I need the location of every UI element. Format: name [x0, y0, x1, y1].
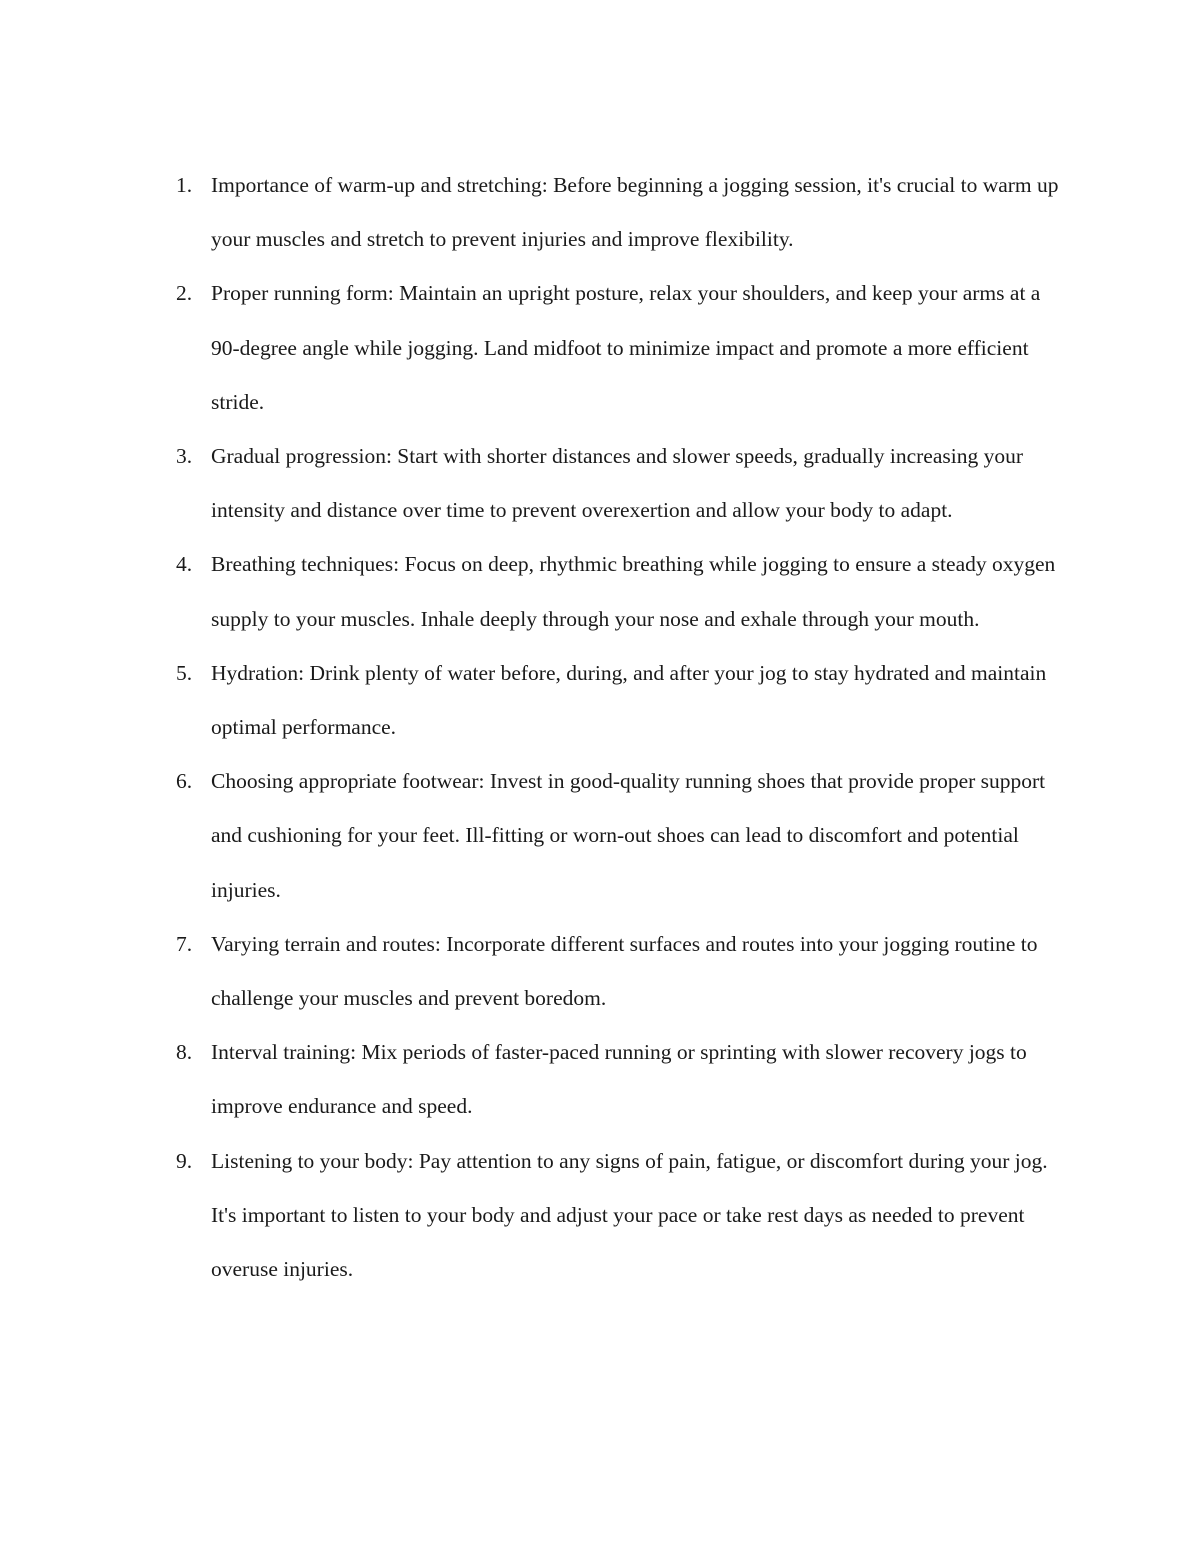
list-item-text: Importance of warm-up and stretching: Before beginning a jogging session, it's crucial to warm up your muscles and stretch to prevent injuries and improve flexibility.	[211, 173, 1059, 252]
list-item-text: Listening to your body: Pay attention to any signs of pain, fatigue, or discomfort during your jog. It's important to listen to your body and adjust your pace or take rest days as needed to prevent overuse injuries.	[211, 1148, 1048, 1282]
list-item	[172, 158, 1072, 266]
list-item-number: 1.	[176, 173, 193, 197]
list-item	[172, 917, 1072, 1025]
list-item-text: Varying terrain and routes: Incorporate different surfaces and routes into your jogging routine to challenge your muscles and prevent boredom.	[211, 931, 1038, 1011]
list-item-number: 5.	[176, 660, 193, 685]
list-item	[172, 1025, 1072, 1133]
list-item	[172, 266, 1072, 429]
list-item	[172, 537, 1072, 645]
list-item-text: Hydration: Drink plenty of water before, during, and after your jog to stay hydrated and maintain optimal performance.	[211, 660, 1047, 740]
list-item-text: Choosing appropriate footwear: Invest in good-quality running shoes that provide proper support and cushioning for your feet. Ill-fitting or worn-out shoes can lead to discomfort and potential injuries.	[211, 769, 1046, 902]
list-item	[172, 754, 1072, 917]
list-item-text: Interval training: Mix periods of faster-paced running or sprinting with slower recovery jogs to improve endurance and speed.	[211, 1040, 1027, 1119]
list-item	[172, 429, 1072, 537]
list-item-text: Breathing techniques: Focus on deep, rhythmic breathing while jogging to ensure a steady oxygen supply to your muscles. Inhale deeply through your nose and exhale through your mouth.	[211, 552, 1056, 631]
list-item-number: 8.	[176, 1040, 193, 1065]
list-item-number: 6.	[176, 769, 193, 794]
list-item	[172, 646, 1072, 754]
list-item-number: 3.	[176, 444, 193, 469]
jogging-tips-list	[172, 158, 1072, 1296]
list-item-number: 7.	[176, 931, 193, 956]
list-item-text: Gradual progression: Start with shorter distances and slower speeds, gradually increasing your intensity and distance over time to prevent overexertion and allow your body to adapt.	[211, 444, 1024, 523]
list-item-number: 9.	[176, 1148, 193, 1173]
list-item-number: 4.	[176, 552, 193, 577]
list-item	[172, 1134, 1072, 1297]
list-item-text: Proper running form: Maintain an upright posture, relax your shoulders, and keep your arms at a 90-degree angle while jogging. Land midfoot to minimize impact and promote a more efficient stride.	[211, 281, 1041, 414]
list-item-number: 2.	[176, 281, 193, 306]
